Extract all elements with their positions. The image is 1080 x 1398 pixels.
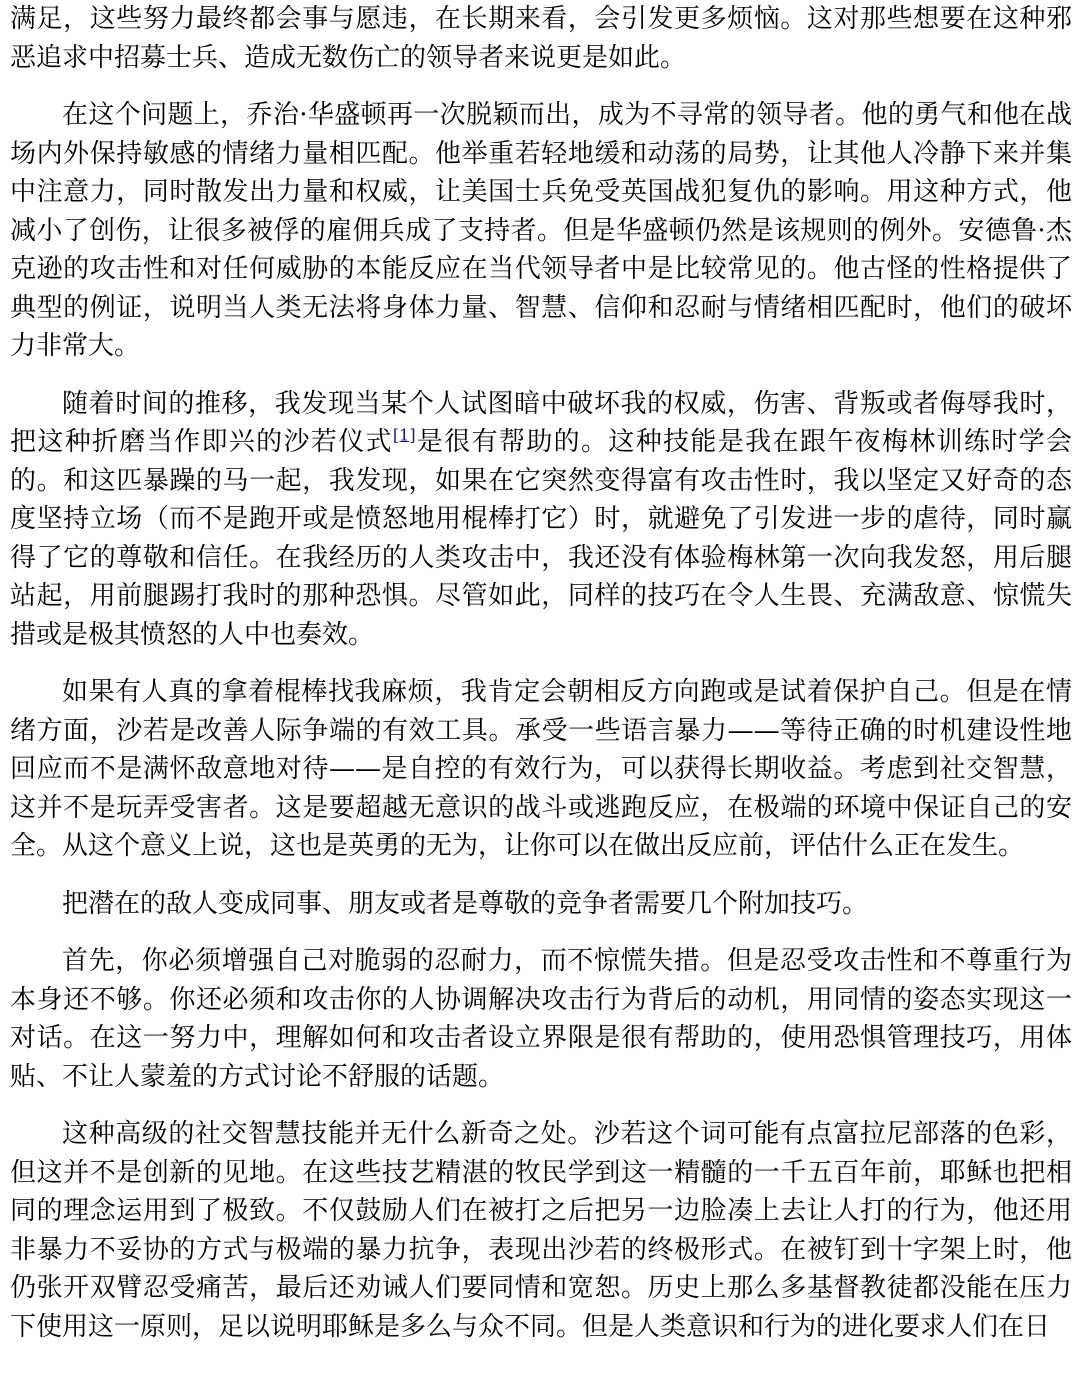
paragraph-5: 把潜在的敌人变成同事、朋友或者是尊敬的竞争者需要几个附加技巧。 — [62, 888, 869, 919]
paragraph-1: 满足，这些努力最终都会事与愿违，在长期来看，会引发更多烦恼。这对那些想要在这种邪恶追求中招募士兵、造成无数伤亡的领导者来说更是如此。 — [10, 4, 1072, 73]
paragraph-3 — [10, 385, 1072, 655]
footnote-link[interactable]: [1] — [392, 425, 416, 445]
paragraph-2: 在这个问题上，乔治·华盛顿再一次脱颖而出，成为不寻常的领导者。他的勇气和他在战场内外保持敏感的情绪力量相匹配。他举重若轻地缓和动荡的局势，让其他人冷静下来并集中注意力，同时散发出力量和权威，让美国士兵免受英国战犯复仇的影响。用这种方式，他减小了创伤，让很多被俘的雇佣兵成了支持者。但是华盛顿仍然是该规则的例外。安德鲁·杰克逊的攻击性和对任何威胁的本能反应在当代领导者中是比较常见的。他古怪的性格提供了典型的例证，说明当人类无法将身体力量、智慧、信仰和忍耐与情绪相匹配时，他们的破坏力非常大。 — [10, 100, 1072, 361]
paragraph-3-text-after: 是很有帮助的。这种技能是我在跟午夜梅林训练时学会的。和这匹暴躁的马一起，我发现，如果在它突然变得富有攻击性时，我以坚定又好奇的态度坚持立场（而不是跑开或是愤怒地用棍棒打它）时，就避免了引发进一步的虐待，同时赢得了它的尊敬和信任。在我经历的人类攻击中，我还没有体验梅林第一次向我发怒，用后腿站起，用前腿踢打我时的那种恐惧。尽管如此，同样的技巧在令人生畏、充满敌意、惊慌失措或是极其愤怒的人中也奏效。 — [10, 427, 1072, 650]
paragraph-4: 如果有人真的拿着棍棒找我麻烦，我肯定会朝相反方向跑或是试着保护自己。但是在情绪方面，沙若是改善人际争端的有效工具。承受一些语言暴力——等待正确的时机建设性地回应而不是满怀敌意地对待——是自控的有效行为，可以获得长期收益。考虑到社交智慧，这并不是玩弄受害者。这是要超越无意识的战斗或逃跑反应，在极端的环境中保证自己的安全。从这个意义上说，这也是英勇的无为，让你可以在做出反应前，评估什么正在发生。 — [10, 677, 1072, 861]
paragraph-6: 首先，你必须增强自己对脆弱的忍耐力，而不惊慌失措。但是忍受攻击性和不尊重行为本身还不够。你还必须和攻击你的人协调解决攻击行为背后的动机，用同情的姿态实现这一对话。在这一努力中，理解如何和攻击者设立界限是很有帮助的，使用恐惧管理技巧，用体贴、不让人蒙羞的方式讨论不舒服的话题。 — [10, 946, 1072, 1092]
document-page — [10, 0, 1072, 1365]
paragraph-3-text-before: 随着时间的推移，我发现当某个人试图暗中破坏我的权威，伤害、背叛或者侮辱我时，把这种折磨当作即兴的沙若仪式 — [10, 388, 1072, 457]
paragraph-7: 这种高级的社交智慧技能并无什么新奇之处。沙若这个词可能有点富拉尼部落的色彩，但这并不是创新的见地。在这些技艺精湛的牧民学到这一精髓的一千五百年前，耶稣也把相同的理念运用到了极致。不仅鼓励人们在被打之后把另一边脸凑上去让人打的行为，他还用非暴力不妥协的方式与极端的暴力抗争，表现出沙若的终极形式。在被钉到十字架上时，他仍张开双臂忍受痛苦，最后还劝诫人们要同情和宽恕。历史上那么多基督教徒都没能在压力下使用这一原则，足以说明耶稣是多么与众不同。但是人类意识和行为的进化要求人们在日 — [10, 1119, 1072, 1342]
